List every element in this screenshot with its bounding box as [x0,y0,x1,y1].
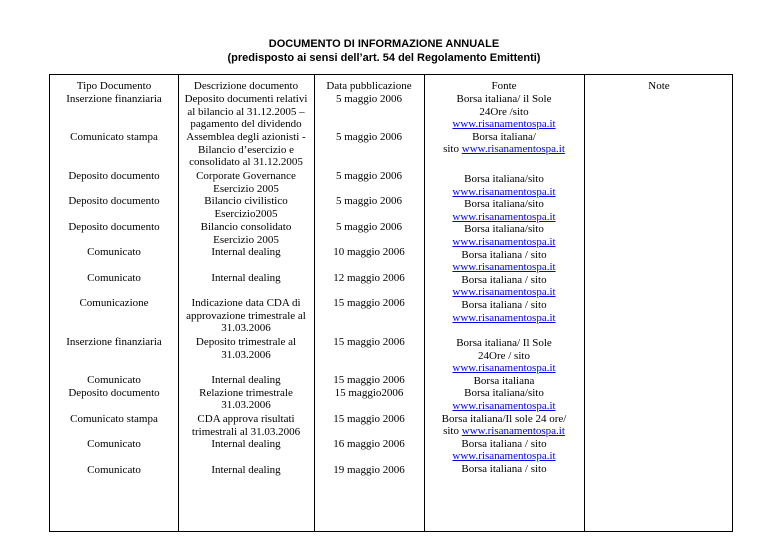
row-descrizione: Bilancio consolidato Esercizio 2005 [200,221,292,246]
fonte-line: Borsa italiana / sito [461,273,547,286]
row-tipo: Deposito documento [68,221,160,233]
row-descrizione: Internal dealing [211,246,281,258]
row-descrizione: Indicazione data CDA di approvazione trimestrale al 31.03.2006 [186,297,306,335]
row-tipo: Comunicato [87,246,141,258]
fonte-line: Borsa italiana/ Il Sole [456,337,552,350]
row-tipo: Comunicato [87,438,141,450]
row-descrizione: Assemblea degli azionisti - Bilancio d’esercizio e consolidato al 31.12.2005 [186,131,306,169]
website-link[interactable]: www.risanamentospa.it [452,261,556,274]
website-link[interactable]: www.risanamentospa.it [461,143,565,156]
fonte-line: Borsa italiana/ il Sole [456,93,552,105]
document-subtitle: (predisposto ai sensi dell’art. 54 del Regolamento Emittenti) [227,52,541,64]
website-link[interactable]: www.risanamentospa.it [452,118,556,131]
row-tipo: Comunicazione [79,297,149,309]
fonte-line: Borsa italiana / sito [461,298,547,311]
row-tipo: Comunicato [87,464,141,476]
header-fonte: Fonte [491,80,517,92]
header-note: Note [648,80,670,92]
fonte-prefix: sito [443,143,462,156]
row-data: 5 maggio 2006 [336,195,402,207]
header-descrizione: Descrizione documento [193,80,299,92]
row-tipo: Comunicato Deposito documento [68,374,160,399]
fonte-line: Borsa italiana/Il sole 24 ore/ [441,412,567,425]
row-data: 15 maggio 2006 [333,413,405,425]
row-tipo: Comunicato stampa [70,413,158,425]
header-tipo: Tipo Documento [76,80,152,92]
row-data: 12 maggio 2006 [333,272,405,284]
row-descrizione: Internal dealing [211,464,281,476]
row-tipo: Deposito documento [68,195,160,207]
row-data: 5 maggio 2006 [336,93,402,105]
website-link[interactable]: www.risanamentospa.it [461,425,565,438]
row-data: 5 maggio 2006 [336,170,402,182]
fonte-column [424,93,584,476]
row-tipo: Comunicato [87,272,141,284]
row-descrizione: Internal dealing Relazione trimestrale 31.03.2006 [199,374,293,412]
fonte-prefix: sito [443,425,462,438]
row-tipo: Inserzione finanziaria [66,336,162,348]
website-link[interactable]: www.risanamentospa.it [452,286,556,299]
row-descrizione: CDA approva risultati trimestrali al 31.03.2006 [191,413,301,438]
spacer [424,156,584,173]
fonte-line: Borsa italiana / sito [461,437,547,450]
fonte-line: Borsa italiana / sito [461,463,547,476]
fonte-line [424,425,584,438]
row-data: 16 maggio 2006 [333,438,405,450]
fonte-line: Borsa italiana/sito [464,198,544,211]
fonte-line: Borsa italiana/sito [464,172,544,185]
row-data: 15 maggio 2006 [333,297,405,309]
row-descrizione: Internal dealing [211,438,281,450]
row-tipo: Deposito documento [68,170,160,182]
row-tipo: Inserzione finanziaria [66,93,162,105]
fonte-line: Borsa italiana [473,374,535,387]
row-data: 10 maggio 2006 [333,246,405,258]
row-data: 15 maggio 2006 15 maggio2006 [333,374,405,399]
row-descrizione: Deposito trimestrale al 31.03.2006 [195,336,297,361]
website-link[interactable]: www.risanamentospa.it [452,235,556,248]
row-data: 5 maggio 2006 [336,221,402,233]
fonte-line [424,143,584,156]
row-descrizione: Bilancio civilistico Esercizio2005 [204,195,288,220]
fonte-line: Borsa italiana/sito [464,223,544,236]
website-link[interactable]: www.risanamentospa.it [452,185,556,198]
row-data: 5 maggio 2006 [336,131,402,143]
fonte-line: 24Ore /sito [479,105,529,118]
website-link[interactable]: www.risanamentospa.it [452,210,556,223]
row-descrizione: Corporate Governance Esercizio 2005 [196,170,296,195]
website-link[interactable]: www.risanamentospa.it [452,311,556,324]
row-data: 15 maggio 2006 [333,336,405,348]
row-descrizione: Deposito documenti relativi al bilancio al 31.12.2005 – pagamento del dividendo [184,93,308,131]
fonte-line: Borsa italiana / sito [461,248,547,261]
spacer [424,324,584,337]
document-title: DOCUMENTO DI INFORMAZIONE ANNUALE [268,38,500,50]
header-data: Data pubblicazione [326,80,412,92]
website-link[interactable]: www.risanamentospa.it [452,450,556,463]
column-divider [584,75,585,531]
website-link[interactable]: www.risanamentospa.it [452,362,556,375]
fonte-line: Borsa italiana/sito [464,387,544,400]
document-table [49,74,733,532]
website-link[interactable]: www.risanamentospa.it [452,400,556,413]
fonte-line: 24Ore / sito [478,349,530,362]
row-descrizione: Internal dealing [211,272,281,284]
fonte-line: Borsa italiana/ [472,130,536,143]
row-tipo: Comunicato stampa [70,131,158,143]
row-data: 19 maggio 2006 [333,464,405,476]
